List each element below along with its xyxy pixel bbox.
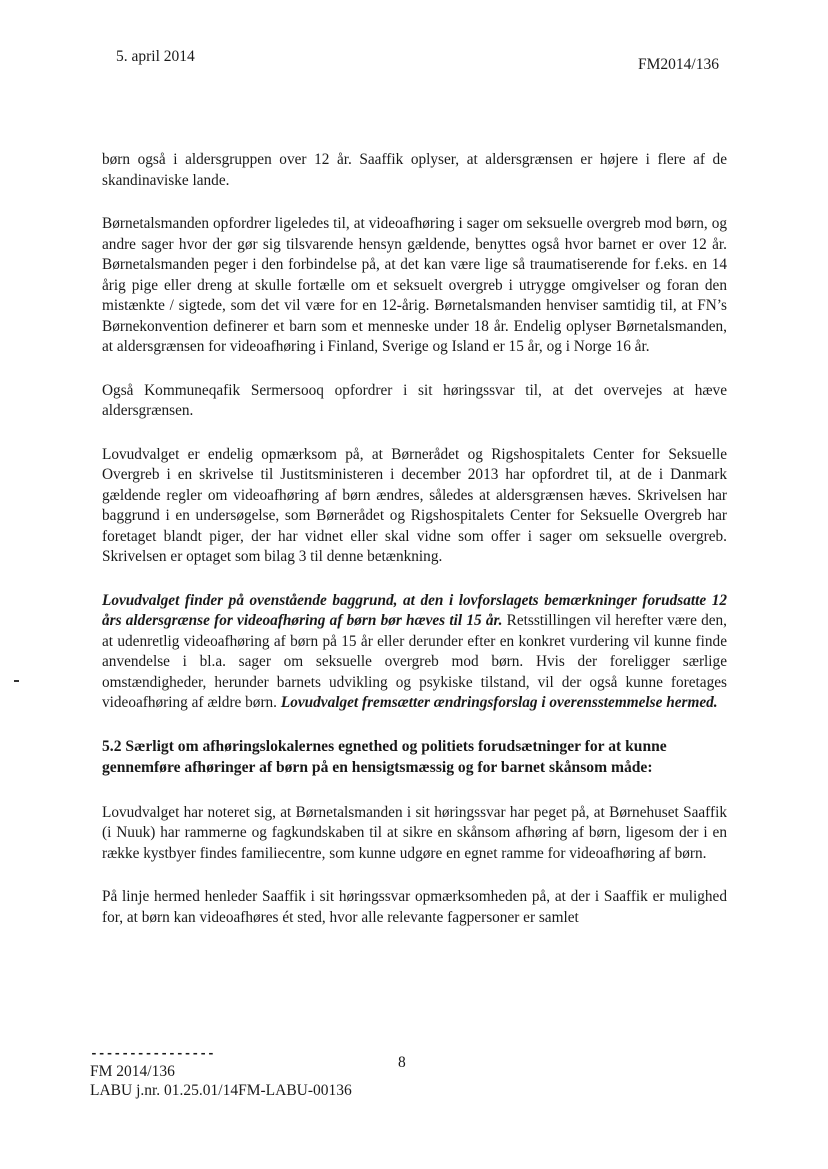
paragraph-6: Lovudvalget har noteret sig, at Børnetalsmanden i sit høringssvar har peget på, at Børnehuset Saaffik (i Nuuk) har rammerne og fagkundskaben til at sikre en skånsom afhøring af børn, ligesom der i en række kystbyer findes familiecentre, som kunne udgøre en egnet ramme for videoafhøring af børn. xyxy=(102,803,727,862)
paragraph-7: På linje hermed henleder Saaffik i sit høringssvar opmærksomheden på, at der i Saaffik er mulighed for, at børn kan videoafhøres ét sted, hvor alle relevante fagpersoner er samlet xyxy=(102,888,727,926)
footer-rule: ---------------- xyxy=(90,1046,215,1061)
paragraph-5-text: Retsstillingen vil herefter være den, at udenretlig videoafhøring af børn på 15 år eller derunder efter en konkret vurdering vil kunne finde anvendelse i bl.a. sager om seksuelle overgreb mod børn. Hvis der foreligger særlige omstændigheder, herunder barnets udvikling og psykiske tilstand, vil der også kunne foretages videoafhøring af ældre børn. xyxy=(102,612,727,711)
paragraph-5-bold-end: Lovudvalget fremsætter ændringsforslag i overensstemmelse hermed. xyxy=(280,694,718,711)
header-date: 5. april 2014 xyxy=(116,48,195,65)
paragraph-1: børn også i aldersgruppen over 12 år. Saaffik oplyser, at aldersgrænsen er højere i flere af de skandinaviske lande. xyxy=(102,151,727,189)
page-number: 8 xyxy=(398,1054,406,1071)
footer-journal-number: LABU j.nr. 01.25.01/14FM-LABU-00136 xyxy=(90,1082,352,1099)
margin-mark xyxy=(14,680,19,682)
document-body xyxy=(102,150,727,951)
footer-reference: FM 2014/136 xyxy=(90,1063,175,1080)
paragraph-5-bold-intro: Lovudvalget finder på ovenstående baggrund, at den i lovforslagets bemærkninger forudsatte 12 års aldersgrænse for videoafhøring af børn bør hæves til 15 år. xyxy=(102,591,727,629)
paragraph-2: Børnetalsmanden opfordrer ligeledes til, at videoafhøring i sager om seksuelle overgreb mod børn, og andre sager hvor der gør sig tilsvarende hensyn gældende, benyttes også hvor barnet er over 12 år. Børnetalsmanden peger i den forbindelse på, at det kan være lige så traumatiserende for f.eks. en 14 årig pige eller dreng at skulle fortælle om et seksuelt overgreb i utrygge omgivelser og foran den mistænkte / sigtede, som det vil være for en 12-årig. Børnetalsmanden henviser samtidig til, at FN’s Børnekonvention definerer et barn som et menneske under 18 år. Endelig oplyser Børnetalsmanden, at aldersgrænsen for videoafhøring i Finland, Sverige og Island er 15 år, og i Norge 16 år. xyxy=(102,215,727,355)
header-reference: FM2014/136 xyxy=(638,56,719,73)
section-heading: 5.2 Særligt om afhøringslokalernes egnethed og politiets forudsætninger for at kunne gennemføre afhøringer af børn på en hensigtsmæssig og for barnet skånsom måde: xyxy=(102,737,667,776)
paragraph-5 xyxy=(102,591,727,714)
paragraph-4: Lovudvalget er endelig opmærksom på, at Børnerådet og Rigshospitalets Center for Seksuelle Overgreb i en skrivelse til Justitsministeren i december 2013 har opfordret til, at de i Danmark gældende regler om videoafhøring af børn ændres, således at aldersgrænsen hæves. Skrivelsen har baggrund i en undersøgelse, som Børnerådet og Rigshospitalets Center for Seksuelle Overgreb har foretaget blandt piger, der har vidnet eller skal vidne som offer i sager om seksuelle overgreb. Skrivelsen er optaget som bilag 3 til denne betænkning. xyxy=(102,445,727,565)
paragraph-3: Også Kommuneqafik Sermersooq opfordrer i sit høringssvar til, at det overvejes at hæve aldersgrænsen. xyxy=(102,381,727,419)
